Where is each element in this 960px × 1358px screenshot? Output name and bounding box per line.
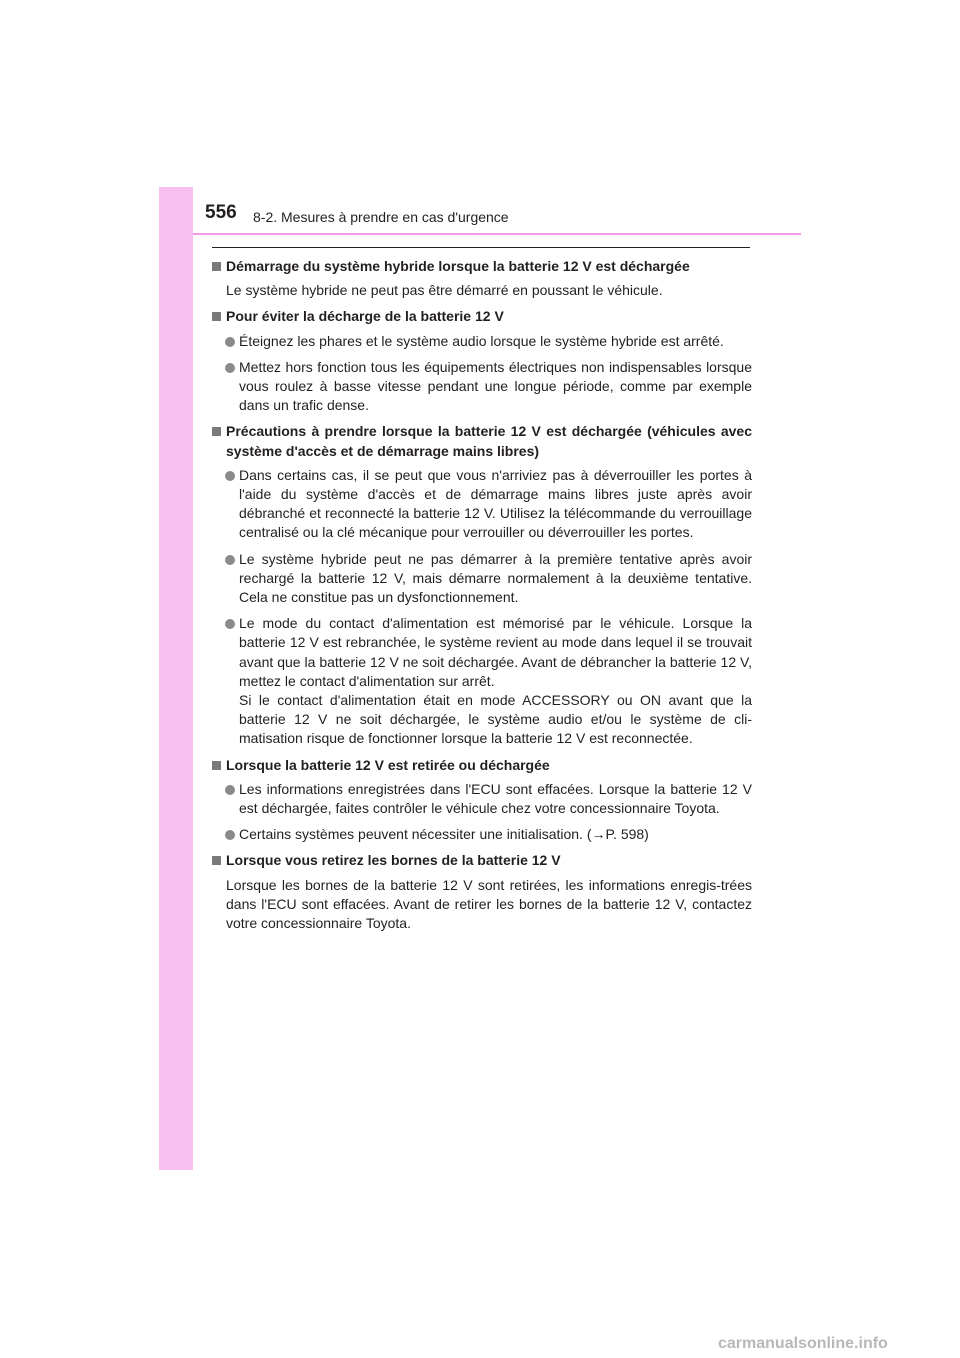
section-paragraph: Le système hybride ne peut pas être démarré en poussant le véhicule. bbox=[226, 282, 663, 299]
list-item bbox=[212, 825, 752, 844]
side-tab-bar bbox=[159, 187, 193, 1170]
circle-bullet-icon bbox=[225, 555, 235, 565]
list-item bbox=[212, 780, 752, 818]
heading-text: Démarrage du système hybride lorsque la batterie 12 V est déchargée bbox=[226, 258, 690, 274]
watermark-text: carmanualsonline.info bbox=[718, 1335, 888, 1352]
list-item-text: Le système hybride peut ne pas démarrer à la première tentative après avoir rechargé la batterie 12 V, mais démarre normalement à la deuxième tentative. Cela ne constitue pas un dysfonctionnement. bbox=[239, 550, 752, 606]
square-bullet-icon bbox=[212, 761, 221, 770]
section-heading bbox=[212, 422, 752, 460]
page-content bbox=[212, 257, 752, 940]
content-top-rule bbox=[212, 247, 750, 248]
circle-bullet-icon bbox=[225, 619, 235, 629]
header-divider bbox=[193, 233, 801, 235]
list-item bbox=[212, 550, 752, 608]
list-item bbox=[212, 614, 752, 748]
list-item-text: Éteignez les phares et le système audio lorsque le système hybride est arrêté. bbox=[239, 332, 724, 349]
square-bullet-icon bbox=[212, 856, 221, 865]
section-paragraph: Lorsque les bornes de la batterie 12 V sont retirées, les informations enregis-trées dans l'ECU sont effacées. Avant de retirer les bornes de la batterie 12 V, contactez votre concessionnaire Toyota. bbox=[226, 876, 752, 932]
circle-bullet-icon bbox=[225, 471, 235, 481]
list-item-text: Le mode du contact d'alimentation est mémorisé par le véhicule. Lorsque la batterie 12 V est rebranchée, le système revient au mode dans lequel il se trouvait avant que la batterie 12 V ne soit déchargée. Avant de débrancher la batterie 12 V, mettez le contact d'alimentation sur arrêt. bbox=[239, 615, 752, 689]
circle-bullet-icon bbox=[225, 785, 235, 795]
square-bullet-icon bbox=[212, 312, 221, 321]
heading-text: Pour éviter la décharge de la batterie 12 V bbox=[226, 308, 504, 325]
list-item-text: Mettez hors fonction tous les équipements électriques non indispensables lorsque vous roulez à basse vitesse pendant une longue période, comme par exemple dans un trafic dense. bbox=[239, 358, 752, 414]
section-heading bbox=[212, 851, 752, 870]
section-title: 8-2. Mesures à prendre en cas d'urgence bbox=[253, 209, 509, 225]
list-item-continuation: Si le contact d'alimentation était en mode ACCESSORY ou ON avant que la batterie 12 V ne soit déchargée, le système audio et/ou le système de cli-matisation risque de fonctionner lorsque la batterie 12 V est reconnectée. bbox=[239, 692, 752, 747]
circle-bullet-icon bbox=[225, 363, 235, 373]
list-item bbox=[212, 358, 752, 416]
heading-text: Lorsque vous retirez les bornes de la batterie 12 V bbox=[226, 852, 561, 869]
section-heading bbox=[212, 257, 752, 276]
circle-bullet-icon bbox=[225, 830, 235, 840]
page-number: 556 bbox=[205, 202, 237, 223]
section-heading bbox=[212, 756, 752, 775]
square-bullet-icon bbox=[212, 262, 221, 271]
list-item-text: Les informations enregistrées dans l'ECU sont effacées. Lorsque la batterie 12 V est déchargée, faites contrôler le véhicule chez votre concessionnaire Toyota. bbox=[239, 780, 752, 817]
list-item-text: Certains systèmes peuvent nécessiter une initialisation. (→P. 598) bbox=[239, 826, 649, 843]
list-item bbox=[212, 466, 752, 543]
heading-text: Lorsque la batterie 12 V est retirée ou déchargée bbox=[226, 756, 550, 773]
square-bullet-icon bbox=[212, 427, 221, 436]
section-heading bbox=[212, 307, 752, 326]
circle-bullet-icon bbox=[225, 337, 235, 347]
list-item bbox=[212, 332, 752, 351]
list-item-text: Dans certains cas, il se peut que vous n'arriviez pas à déverrouiller les portes à l'aide du système d'accès et de démarrage mains libres juste après avoir débranché et reconnecté la batterie 12 V. Utilisez la télécommande du verrouillage centralisé ou la clé mécanique pour verrouiller ou déverrouiller les portes. bbox=[239, 466, 752, 541]
heading-text: Précautions à prendre lorsque la batterie 12 V est déchargée (véhicules avec système d'accès et de démarrage mains libres) bbox=[226, 423, 752, 459]
